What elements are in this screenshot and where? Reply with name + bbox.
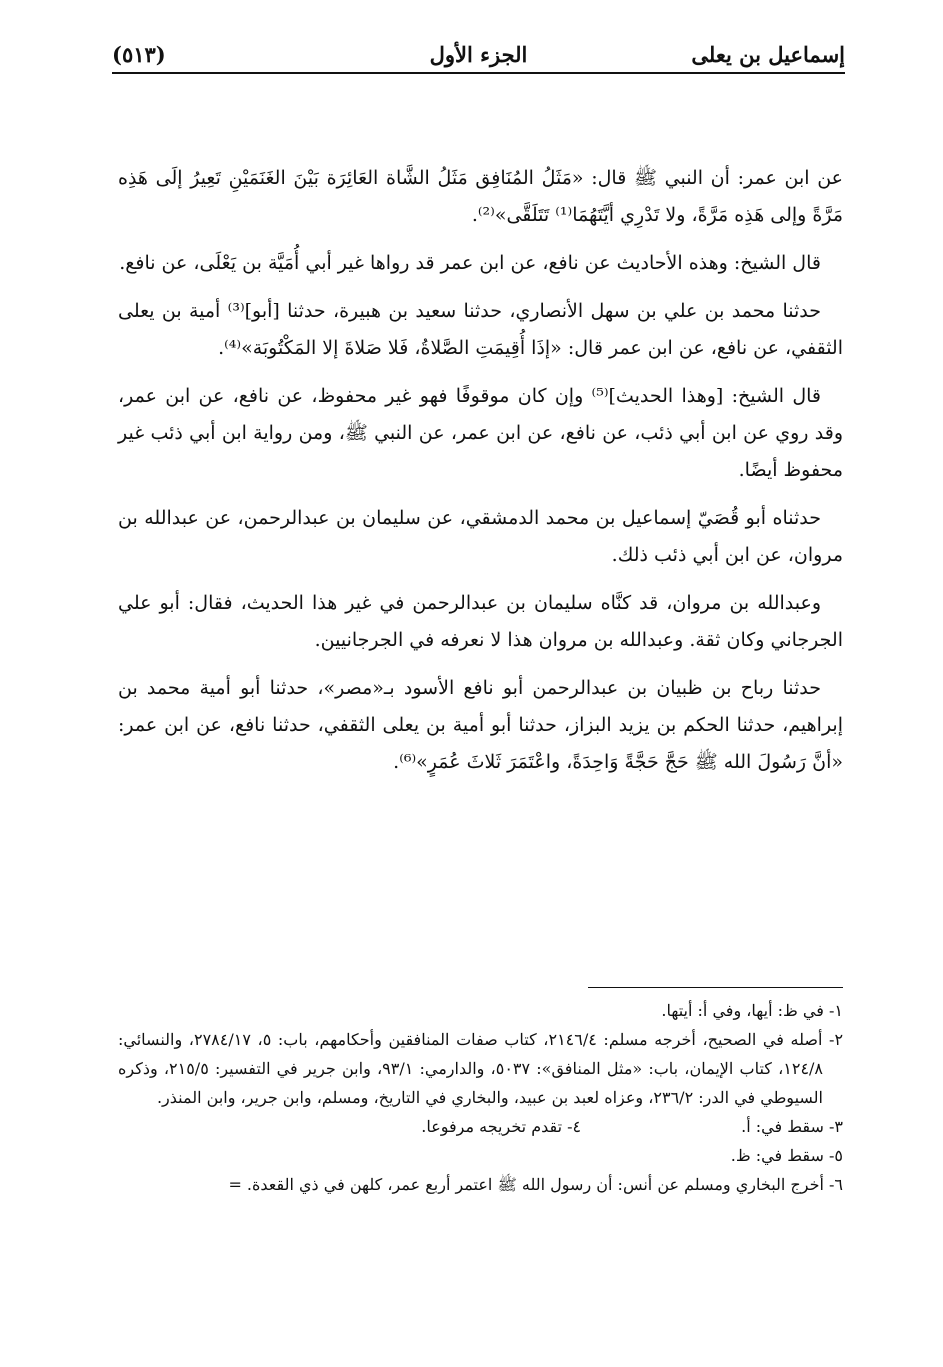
footnote-rule <box>588 987 843 988</box>
footnote: ٤- تقدم تخريجه مرفوعا. <box>421 1117 582 1136</box>
footnote: ٢- أصله في الصحيح، أخرجه مسلم: ٢١٤٦/٤، كتاب صفات المنافقين وأحكامهم، باب: ٥، ٢٧٨٤/١٧، والنسائي: ١٢٤/٨، كتاب الإيمان، باب: «مثل المنافق»: ٥٠٣٧، والدارمي: ٩٣/١، وابن جرير في التفسير: ٢١٥/٥، وذكره السيوطي في الدر: ٢٣٦/٢، وعزاه لعبد بن عبيد، والبخاري في التاريخ، ومسلم، وابن جرير، وابن المنذر. <box>118 1030 844 1107</box>
footnote: ١- في ظ: أيها، وفي أ: أيتها. <box>661 1001 843 1020</box>
paragraph: حدثنا رباح بن ظبيان بن عبدالرحمن أبو نافع الأسود بـ«مصر»، حدثنا أبو أمية محمد بن إبراهيم، حدثنا الحكم بن يزيد البزاز، حدثنا أبو أمية بن يعلى الثقفي، حدثنا نافع، عن ابن عمر: «أنَّ رَسُولَ الله ﷺ حَجَّ حَجَّةً وَاحِدَةً، واعْتَمَرَ ثَلاثَ عُمَرٍ»⁽⁶⁾. <box>118 677 843 773</box>
main-text <box>118 160 843 792</box>
footnotes <box>118 996 843 1199</box>
footnote: ٦- أخرج البخاري ومسلم عن أنس: أن رسول الله ﷺ اعتمر أربع عمر، كلهن في ذي القعدة. = <box>228 1175 843 1194</box>
header-title: إسماعيل بن يعلى <box>691 42 845 67</box>
paragraph: قال الشيخ: [وهذا الحديث]⁽⁵⁾ وإن كان موقوفًا فهو غير محفوظ، عن نافع، عن ابن عمر، وقد روي عن ابن أبي ذئب، عن نافع، عن ابن عمر، عن النبي ﷺ، ومن رواية ابن أبي ذئب غير محفوظ أيضًا. <box>118 385 843 481</box>
volume-title: الجزء الأول <box>429 42 528 67</box>
paragraph: قال الشيخ: وهذه الأحاديث عن نافع، عن ابن عمر قد رواها غير أبي أُمَيَّة بن يَعْلَى، عن نافع. <box>119 252 821 274</box>
header-rule <box>112 72 845 74</box>
paragraph: حدثناه أبو قُصَيّ إسماعيل بن محمد الدمشقي، عن سليمان بن عبدالرحمن، عن عبدالله بن مروان، عن ابن أبي ذئب ذلك. <box>118 507 843 566</box>
page-number: (٥١٣) <box>112 42 166 67</box>
footnote: ٥- سقط في: ظ. <box>730 1146 843 1165</box>
footnote: ٣- سقط في: أ. <box>741 1117 843 1136</box>
footnote-row <box>118 1112 843 1141</box>
paragraph: وعبدالله بن مروان، قد كنَّاه سليمان بن عبدالرحمن في غير هذا الحديث، فقال: أبو علي الجرجاني وكان ثقة. وعبدالله بن مروان هذا لا نعرفه في الجرجانيين. <box>118 592 843 651</box>
paragraph: عن ابن عمر: أن النبي ﷺ قال: «مَثَلُ المُنَافِق مَثَلُ الشَّاة العَائِرَة بَيْنَ الغَنَمَيْنِ تَعِيرُ إلَى هَذِه مَرَّةً وإلى هَذِه مَرَّةً، ولا تَدْرِي أيَّتَهُمَا⁽¹⁾ تَتَلَقَّى»⁽²⁾. <box>118 167 843 226</box>
paragraph: حدثنا محمد بن علي بن سهل الأنصاري، حدثنا سعيد بن هبيرة، حدثنا [أبو]⁽³⁾ أمية بن يعلى الثقفي، عن نافع، عن ابن عمر قال: «إذَا أُقِيمَتِ الصَّلاةُ، فَلا صَلاةَ إلا المَكْتُوبَة»⁽⁴⁾. <box>118 300 843 359</box>
